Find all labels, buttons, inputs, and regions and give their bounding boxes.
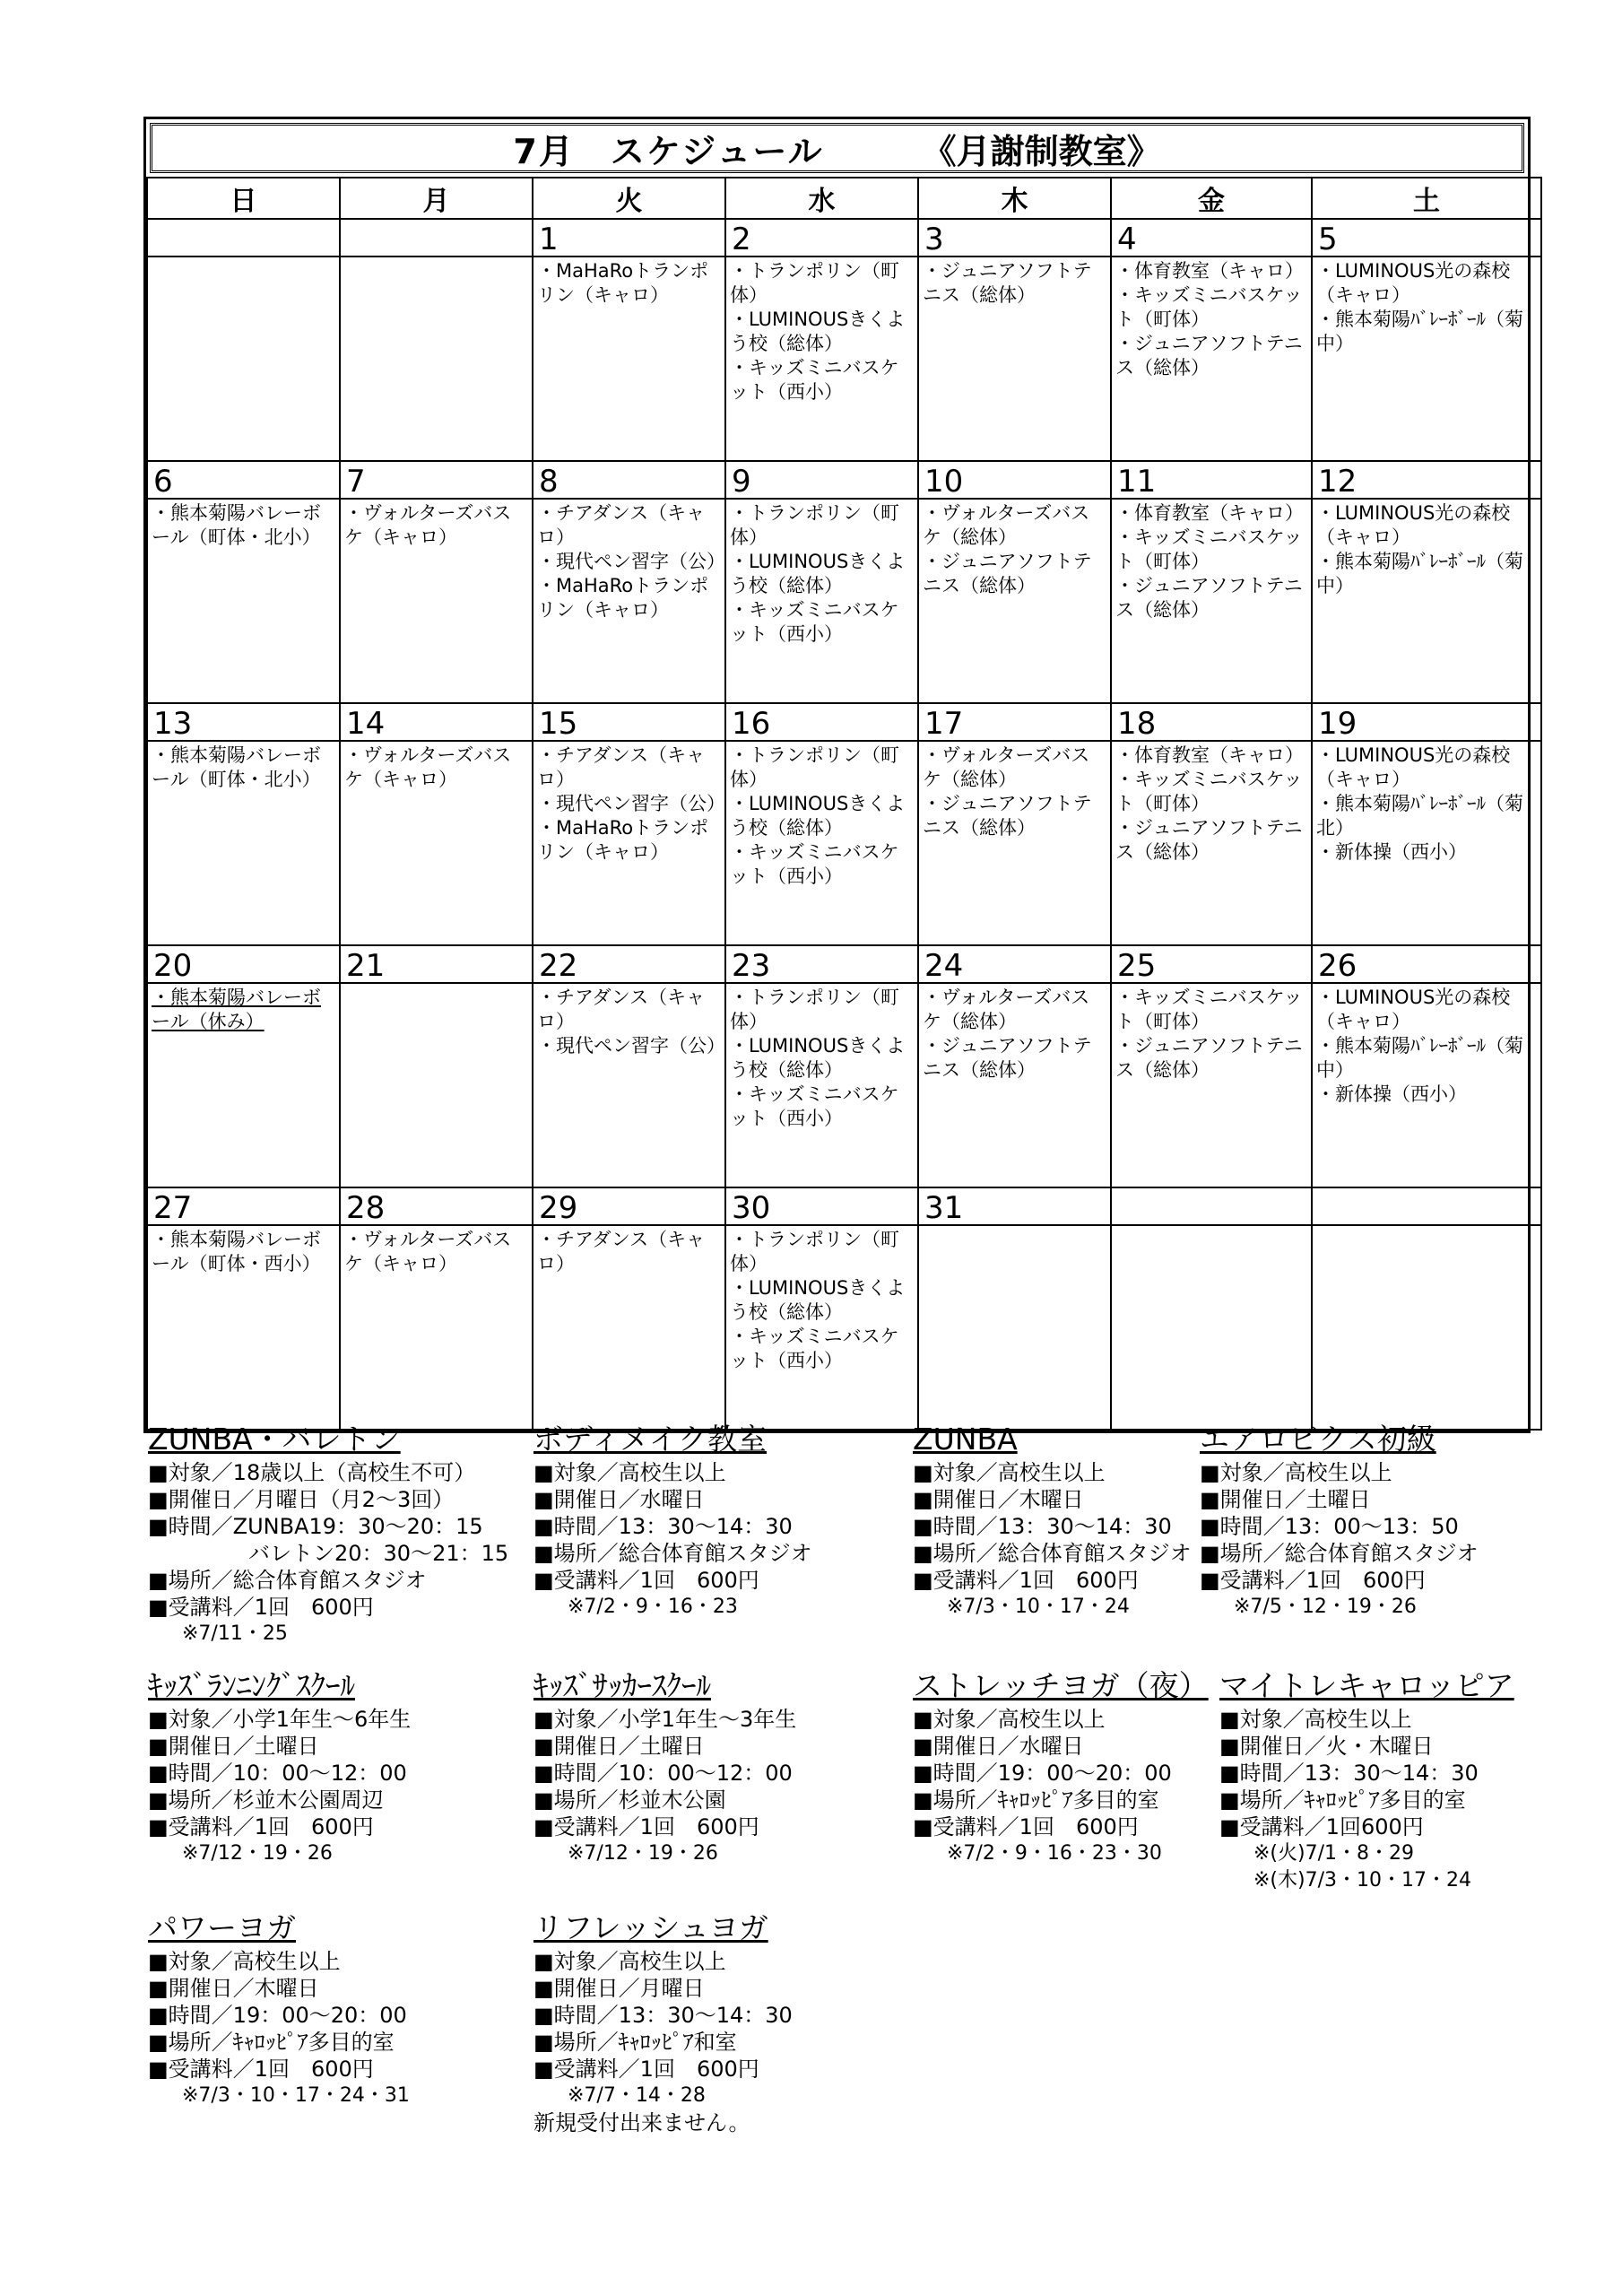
day-number: 2 [726,220,917,257]
event-entry: ・トランポリン（町体） [730,260,899,306]
day-number: 20 [148,946,339,984]
class-detail-line: ■受講料／1回600円 [1219,1814,1424,1839]
event-entry: ・ジュニアソフトテニス（総体） [923,793,1092,839]
day-number: 17 [919,704,1110,742]
class-detail-line: ■対象／高校生以上 [533,1460,726,1485]
event-entry: ・MaHaRoトランポリン（キャロ） [537,575,709,621]
class-detail-line: ■対象／18歳以上（高校生不可） [148,1460,476,1485]
class-detail-line: ■対象／小学1年生～6年生 [148,1707,412,1732]
calendar-day-cell [725,1187,918,1430]
event-entry: ・体育教室（キャロ） [1115,502,1304,524]
weekday-sun: 日 [147,178,340,219]
day-events [341,257,532,261]
class-detail-line: ■時間／19：00～20：00 [913,1761,1172,1786]
event-entry: ・チアダンス（キャロ） [537,502,706,548]
class-detail-line: ■受講料／1回 600円 [913,1568,1139,1593]
day-number: 4 [1112,220,1311,257]
calendar-day-cell [725,945,918,1187]
class-info-block [148,1422,508,1648]
calendar-day-cell [918,1187,1111,1430]
event-entry: ・LUMINOUS光の森校（キャロ） [1316,502,1511,548]
event-entry: ・トランポリン（町体） [730,1229,899,1274]
event-entry: ・ジュニアソフトテニス（総体） [1115,575,1303,621]
event-entry: ・ジュニアソフトテニス（総体） [1115,817,1303,863]
weekday-wed: 水 [725,178,918,219]
class-dates-note: ※7/3・10・17・24・31 [182,2084,410,2107]
calendar-day-cell [533,461,725,703]
class-detail-line: ■時間／10：00～12：00 [533,1761,793,1786]
class-detail-line: ■場所／ｷｬﾛｯﾋﾟｱ多目的室 [1219,1787,1466,1813]
day-events [1112,500,1311,624]
event-entry: ・熊本菊陽ﾊﾞﾚｰﾎﾞｰﾙ（菊中） [1316,1035,1523,1081]
event-entry: ・キッズミニバスケット（町体） [1115,987,1303,1032]
event-entry: ・現代ペン習字（公） [537,551,725,572]
event-entry: ・キッズミニバスケット（西小） [730,841,899,887]
event-entry: ・キッズミニバスケット（町体） [1115,526,1303,572]
day-number: 1 [533,220,724,257]
event-entry: ・熊本菊陽ﾊﾞﾚｰﾎﾞｰﾙ（菊中） [1316,309,1523,354]
day-events [726,1226,917,1375]
event-entry: ・LUMINOUSきくよう校（総体） [730,1277,906,1323]
weekday-mon: 月 [340,178,533,219]
class-info-block [913,1422,1192,1621]
class-title: リフレッシュヨガ [533,1910,768,1945]
event-entry: ・熊本菊陽バレーボール（町体・西小） [152,1229,321,1274]
class-title: ZUNBA・バレトン [148,1422,401,1457]
class-detail-line: ■対象／高校生以上 [913,1707,1106,1732]
class-title: ｷｯｽﾞｻｯｶｰｽｸｰﾙ [533,1668,711,1703]
day-events [1313,742,1540,866]
day-events [1112,742,1311,866]
day-events [533,257,724,309]
event-entry: ・ヴォルターズバスケ（キャロ） [344,502,512,548]
calendar-week-row [147,1187,1541,1430]
calendar-day-cell [147,461,340,703]
class-detail-line: ■時間／ZUNBA19：30～20：15 [148,1514,483,1539]
calendar-title-box [150,123,1524,173]
class-dates-note: ※7/12・19・26 [182,1842,333,1865]
class-detail-line: ■開催日／木曜日 [913,1487,1084,1512]
class-detail-line: ■開催日／月曜日（月2～3回） [148,1487,455,1512]
calendar-title: 7月 スケジュール [513,131,824,171]
day-events [148,500,339,552]
day-number: 9 [726,462,917,500]
day-events [341,500,532,552]
day-number: 7 [341,462,532,500]
event-entry: ・ヴォルターズバスケ（キャロ） [344,744,512,790]
class-detail-line: ■場所／総合体育館スタジオ [533,1541,812,1566]
day-events [726,742,917,891]
class-info-block [148,1910,410,2109]
day-events [148,742,339,794]
class-detail-line: ■受講料／1回 600円 [533,1568,759,1593]
day-events [919,1226,1110,1230]
event-entry: ・現代ペン習字（公） [537,1035,725,1057]
event-entry: ・LUMINOUSきくよう校（総体） [730,1035,906,1081]
day-number: 24 [919,946,1110,984]
day-events [341,742,532,794]
class-dates-note: ※7/12・19・26 [568,1842,718,1865]
day-events [919,257,1110,309]
class-detail-line: ■場所／ｷｬﾛｯﾋﾟｱ和室 [533,2030,737,2055]
event-entry: ・チアダンス（キャロ） [537,987,706,1032]
day-number [1112,1188,1311,1226]
class-detail-line: ■受講料／1回 600円 [148,1595,374,1620]
day-number: 19 [1313,704,1540,742]
day-events [919,500,1110,600]
calendar-week-row [147,461,1541,703]
calendar-day-cell [533,703,725,945]
event-entry: ・トランポリン（町体） [730,987,899,1032]
event-entry: ・キッズミニバスケット（町体） [1115,284,1303,330]
calendar-day-cell [725,461,918,703]
class-detail-line: ■受講料／1回 600円 [1200,1568,1426,1593]
day-events [1112,984,1311,1084]
class-info-block [533,1422,812,1621]
day-number: 8 [533,462,724,500]
class-info-block [913,1668,1209,1867]
calendar-day-cell [1312,703,1541,945]
class-dates-note: ※7/7・14・28 [568,2084,706,2107]
class-detail-line: ■場所／杉並木公園 [533,1787,726,1813]
day-events [533,984,724,1060]
event-entry: ・ジュニアソフトテニス（総体） [923,551,1092,596]
event-entry: ・キッズミニバスケット（町体） [1115,769,1303,814]
class-detail-line: ■時間／13：30～14：30 [533,2003,793,2028]
event-entry: ・LUMINOUS光の森校（キャロ） [1316,744,1511,790]
class-dates-note: ※(木)7/3・10・17・24 [1253,1869,1471,1892]
event-entry: ・ヴォルターズバスケ（総体） [923,987,1090,1032]
class-detail-line: ■開催日／火・木曜日 [1219,1734,1434,1759]
event-entry: ・熊本菊陽バレーボール（休み） [152,987,321,1032]
class-dates-note: ※(火)7/1・8・29 [1253,1842,1414,1865]
class-detail-line: ■対象／高校生以上 [533,1949,726,1974]
class-detail-line: ■開催日／水曜日 [913,1734,1084,1759]
class-info-block [533,1910,793,2136]
class-detail-line: ■場所／総合体育館スタジオ [913,1541,1192,1566]
day-number: 14 [341,704,532,742]
class-detail-line: ■受講料／1回 600円 [533,1814,759,1839]
day-events [533,500,724,624]
event-entry: ・熊本菊陽バレーボール（町体・北小） [152,502,321,548]
class-info-block [533,1668,796,1867]
calendar-day-cell [340,945,533,1187]
class-detail-line: ■対象／小学1年生～3年生 [533,1707,797,1732]
class-detail-line: ■場所／総合体育館スタジオ [1200,1541,1479,1566]
day-number: 13 [148,704,339,742]
day-number [341,220,532,257]
class-detail-line: バレトン20：30～21：15 [248,1541,509,1566]
event-entry: ・熊本菊陽バレーボール（町体・北小） [152,744,321,790]
class-detail-line: ■時間／10：00～12：00 [148,1761,407,1786]
class-dates-note: ※7/2・9・16・23 [568,1596,738,1618]
class-detail-line: ■受講料／1回 600円 [148,2057,374,2082]
day-number: 5 [1313,220,1540,257]
class-detail-line: ■受講料／1回 600円 [913,1814,1139,1839]
event-entry: ・熊本菊陽ﾊﾞﾚｰﾎﾞｰﾙ（菊中） [1316,551,1523,596]
calendar-day-cell [1312,219,1541,461]
class-detail-line: ■時間／13：30～14：30 [533,1514,793,1539]
day-number: 10 [919,462,1110,500]
day-events [148,257,339,261]
weekday-thu: 木 [918,178,1111,219]
day-events [341,1226,532,1278]
day-events [1112,257,1311,382]
class-detail-line: ■開催日／木曜日 [148,1976,319,2001]
day-number: 28 [341,1188,532,1226]
day-number: 21 [341,946,532,984]
day-events [1313,984,1540,1109]
event-entry: ・キッズミニバスケット（西小） [730,599,899,645]
weekday-sat: 土 [1312,178,1541,219]
day-number: 3 [919,220,1110,257]
calendar-grid [146,177,1542,1431]
day-number: 25 [1112,946,1311,984]
event-entry: ・新体操（西小） [1316,841,1467,863]
weekday-tue: 火 [533,178,725,219]
calendar-week-row [147,945,1541,1187]
day-number: 22 [533,946,724,984]
event-entry: ・ヴォルターズバスケ（総体） [923,502,1090,548]
class-detail-line: ■場所／杉並木公園周辺 [148,1787,384,1813]
event-entry: ・体育教室（キャロ） [1115,744,1304,766]
calendar-day-cell [533,219,725,461]
event-entry: ・熊本菊陽ﾊﾞﾚｰﾎﾞｰﾙ（菊北） [1316,793,1523,839]
calendar-day-cell [1312,945,1541,1187]
class-detail-line: ■対象／高校生以上 [1200,1460,1392,1485]
day-events [533,1226,724,1278]
class-dates-note: ※7/2・9・16・23・30 [947,1842,1162,1865]
class-detail-line: ■時間／13：00～13：50 [1200,1514,1459,1539]
day-events [919,984,1110,1084]
calendar-day-cell [340,219,533,461]
class-detail-line: ■時間／13：30～14：30 [1219,1761,1479,1786]
calendar-day-cell [147,1187,340,1430]
class-detail-line: ■受講料／1回 600円 [148,1814,374,1839]
event-entry: ・キッズミニバスケット（西小） [730,1326,899,1371]
class-title: マイトレキャロッピア [1219,1668,1514,1703]
calendar-week-row [147,703,1541,945]
event-entry: ・体育教室（キャロ） [1115,260,1304,282]
calendar-day-cell [533,945,725,1187]
calendar-day-cell [147,703,340,945]
day-number: 26 [1313,946,1540,984]
event-entry: ・ジュニアソフトテニス（総体） [923,1035,1092,1081]
event-entry: ・ジュニアソフトテニス（総体） [1115,1035,1303,1081]
day-events [533,742,724,866]
calendar-weeks [147,219,1541,1430]
event-entry: ・新体操（西小） [1316,1083,1467,1105]
class-info-block [1200,1422,1479,1621]
event-entry: ・LUMINOUS光の森校（キャロ） [1316,987,1511,1032]
day-number [1313,1188,1540,1226]
event-entry: ・トランポリン（町体） [730,502,899,548]
day-events [1313,1226,1540,1230]
calendar-day-cell [725,219,918,461]
class-title: ストレッチヨガ（夜） [913,1668,1209,1703]
day-number: 30 [726,1188,917,1226]
class-title: パワーヨガ [148,1910,296,1945]
event-entry: ・LUMINOUS光の森校（キャロ） [1316,260,1511,306]
class-detail-line: ■場所／ｷｬﾛｯﾋﾟｱ多目的室 [148,2030,395,2055]
calendar-day-cell [918,945,1111,1187]
class-detail-line: ■開催日／土曜日 [148,1734,319,1759]
day-events [341,984,532,987]
day-number: 12 [1313,462,1540,500]
calendar-subtitle: 《月謝制教室》 [922,131,1161,171]
day-number: 15 [533,704,724,742]
class-detail-line: ■時間／19：00～20：00 [148,2003,407,2028]
day-number: 11 [1112,462,1311,500]
day-events [919,742,1110,842]
calendar-day-cell [1312,461,1541,703]
calendar-day-cell [1111,1187,1312,1430]
day-number: 27 [148,1188,339,1226]
class-detail-line: ■開催日／水曜日 [533,1487,705,1512]
day-number: 16 [726,704,917,742]
class-detail-line: ■場所／ｷｬﾛｯﾋﾟｱ多目的室 [913,1787,1159,1813]
class-title: ZUNBA [913,1422,1018,1457]
day-events [726,257,917,406]
calendar-day-cell [1111,219,1312,461]
class-title: ｷｯｽﾞﾗﾝﾆﾝｸﾞｽｸｰﾙ [148,1668,355,1703]
day-number: 18 [1112,704,1311,742]
class-detail-line: ■開催日／土曜日 [533,1734,705,1759]
day-number: 31 [919,1188,1110,1226]
event-entry: ・ヴォルターズバスケ（キャロ） [344,1229,512,1274]
event-entry: ・LUMINOUSきくよう校（総体） [730,551,906,596]
calendar-day-cell [918,219,1111,461]
calendar-day-cell [147,945,340,1187]
calendar-day-cell [918,461,1111,703]
class-detail-line: ■時間／13：30～14：30 [913,1514,1172,1539]
event-entry: ・ジュニアソフトテニス（総体） [923,260,1092,306]
calendar-day-cell [340,703,533,945]
calendar-day-cell [340,1187,533,1430]
class-detail-line: ■対象／高校生以上 [913,1460,1106,1485]
day-events [1112,1226,1311,1230]
calendar-day-cell [918,703,1111,945]
event-entry: ・キッズミニバスケット（西小） [730,1083,899,1129]
calendar-day-cell [1111,703,1312,945]
class-detail-line: ■受講料／1回 600円 [533,2057,759,2082]
class-dates-note: ※7/11・25 [182,1622,288,1645]
day-number: 6 [148,462,339,500]
calendar-day-cell [340,461,533,703]
event-entry: ・MaHaRoトランポリン（キャロ） [537,260,709,306]
day-events [726,500,917,648]
weekday-fri: 金 [1111,178,1312,219]
event-entry: ・トランポリン（町体） [730,744,899,790]
day-events [726,984,917,1133]
day-number: 23 [726,946,917,984]
class-title: エアロビクス初級 [1200,1422,1436,1457]
class-detail-line: ■開催日／土曜日 [1200,1487,1371,1512]
class-detail-line: ■場所／総合体育館スタジオ [148,1568,427,1593]
class-detail-line: ■開催日／月曜日 [533,1976,705,2001]
event-entry: ・チアダンス（キャロ） [537,1229,706,1274]
class-dates-note: ※7/3・10・17・24 [947,1596,1130,1618]
day-number: 29 [533,1188,724,1226]
event-entry: ・ジュニアソフトテニス（総体） [1115,333,1303,378]
calendar-day-cell [1111,461,1312,703]
event-entry: ・ヴォルターズバスケ（総体） [923,744,1090,790]
event-entry: ・キッズミニバスケット（西小） [730,357,899,403]
class-title: ボディメイク教室 [533,1422,768,1457]
class-detail-line: ■対象／高校生以上 [1219,1707,1412,1732]
class-info-block [1219,1668,1514,1894]
class-dates-note: ※7/5・12・19・26 [1234,1596,1417,1618]
day-events [148,1226,339,1278]
calendar-day-cell [147,219,340,461]
day-events [1313,257,1540,358]
calendar-week-row [147,219,1541,461]
schedule-calendar [143,117,1531,1433]
calendar-day-cell [1111,945,1312,1187]
event-entry: ・LUMINOUSきくよう校（総体） [730,793,906,839]
calendar-day-cell [725,703,918,945]
day-events [1313,500,1540,600]
event-entry: ・チアダンス（キャロ） [537,744,706,790]
event-entry: ・LUMINOUSきくよう校（総体） [730,309,906,354]
calendar-day-cell [1312,1187,1541,1430]
weekday-header-row [147,178,1541,219]
day-number [148,220,339,257]
class-detail-line: ■対象／高校生以上 [148,1949,341,1974]
event-entry: ・現代ペン習字（公） [537,793,725,814]
class-extra-note: 新規受付出来ません。 [533,2110,750,2135]
event-entry: ・MaHaRoトランポリン（キャロ） [537,817,709,863]
calendar-day-cell [533,1187,725,1430]
day-events [148,984,339,1036]
class-info-block [148,1668,411,1867]
